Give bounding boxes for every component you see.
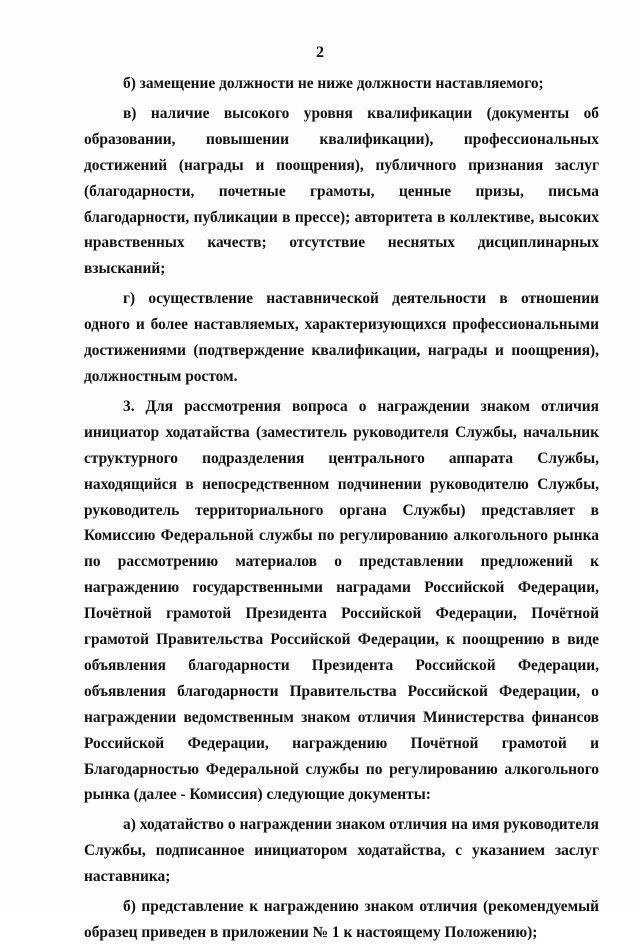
paragraph-3-documents: 3. Для рассмотрения вопроса о награждении знаком отличия инициатор ходатайства (заместитель руководителя Службы, начальник структурного подразделения центрального аппарата Службы, находящийся в непосредственном подчинении руководителю Службы, руководитель территориального органа Службы) представляет в Комиссию Федеральной службы по регулированию алкогольного рынка по рассмотрению материалов о представлении предложений к награждению государственными наградами Российской Федерации, Почётной грамотой Президента Российской Федерации, Почётной грамотой Правительства Российской Федерации, к поощрению в виде объявления благодарности Президента Российской Федерации, объявления благодарности Правительства Российской Федерации, о награждении ведомственным знаком отличия Министерства финансов Российской Федерации, награждению Почётной грамотой и Благодарностью Федеральной службы по регулированию алкогольного рынка (далее - Комиссия) следующие документы: xyxy=(84,397,599,804)
paragraph-v-qualification: в) наличие высокого уровня квалификации (документы об образовании, повышении квалификации), профессиональных достижений (награды и поощрения), публичного признания заслуг (благодарности, почетные грамоты, ценные призы, письма благодарности, публикации в прессе); авторитета в коллективе, высоких нравственных качеств; отсутствие неснятых дисциплинарных взысканий; xyxy=(84,104,599,278)
document-body xyxy=(84,71,599,946)
page-number: 2 xyxy=(316,44,324,61)
paragraph-g-mentoring: г) осуществление наставнической деятельности в отношении одного и более наставляемых, характеризующихся профессиональными достижениями (подтверждение квалификации, награды и поощрения), должностным ростом. xyxy=(84,290,599,385)
paragraph-a-petition: а) ходатайство о награждении знаком отличия на имя руководителя Службы, подписанное инициатором ходатайства, с указанием заслуг наставника; xyxy=(84,816,599,886)
paragraph-b-submission: б) представление к награждению знаком отличия (рекомендуемый образец приведен в приложении № 1 к настоящему Положению); xyxy=(84,898,599,941)
paragraph-b-position: б) замещение должности не ниже должности наставляемого; xyxy=(123,75,544,92)
